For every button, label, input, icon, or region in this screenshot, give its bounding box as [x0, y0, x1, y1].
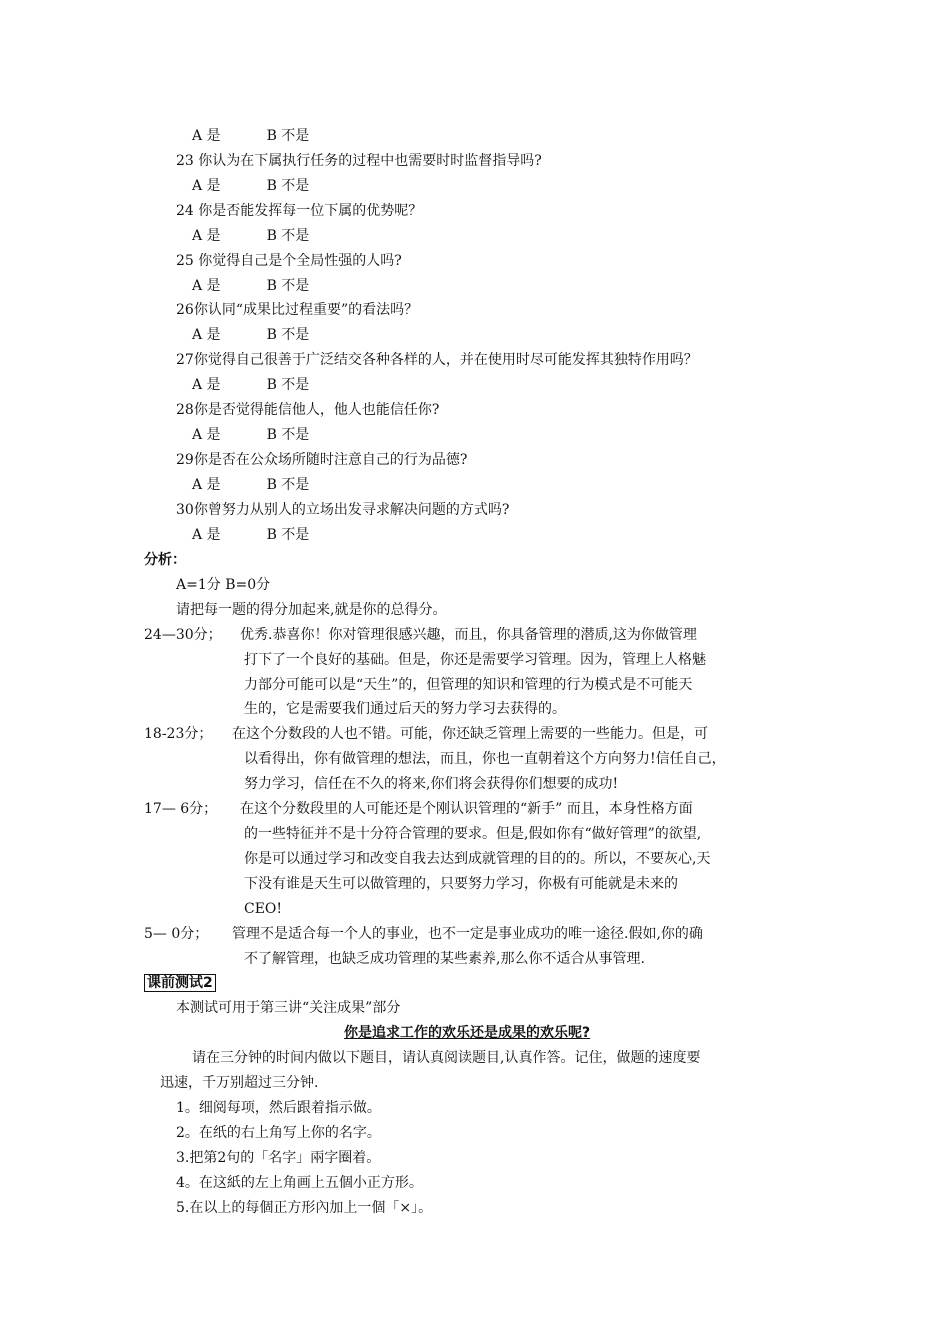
- answer-options-24: [192, 226, 309, 246]
- instruction-item: 5.在以上的每個正方形內加上一個「×」。: [176, 1200, 433, 1216]
- test2-title: [344, 1023, 590, 1043]
- option-b: B 不是: [266, 128, 310, 144]
- score-range-text: 生的，它是需要我们通过后天的努力学习去获得的。: [244, 701, 566, 717]
- analysis-heading: 分析：: [144, 552, 186, 568]
- option-a: A 是: [192, 178, 221, 194]
- option-b: B 不是: [266, 178, 310, 194]
- score-range-text: 在这个分数段的人也不错。可能，你还缺乏管理上需要的一些能力。但是，可: [232, 726, 708, 742]
- test2-intro: 请在三分钟的时间内做以下题目，请认真阅读题目,认真作答。记住，做题的速度要: [192, 1050, 701, 1066]
- score-range-text: 不了解管理，也缺乏成功管理的某些素养,那么你不适合从事管理.: [244, 951, 645, 967]
- score-range-text: 力部分可能可以是“天生”的，但管理的知识和管理的行为模式是不可能天: [244, 677, 693, 693]
- instruction-item: 4。在这紙的左上角画上五個小正方形。: [176, 1175, 423, 1191]
- option-b: B 不是: [266, 427, 310, 443]
- test2-title-text: 你是追求工作的欢乐还是成果的欢乐呢?: [344, 1025, 591, 1041]
- option-a: A 是: [192, 327, 221, 343]
- option-b: B 不是: [266, 228, 310, 244]
- option-a: A 是: [192, 278, 221, 294]
- score-range-text: 优秀.恭喜你！你对管理很感兴趣，而且，你具备管理的潜质,这为你做管理: [240, 627, 697, 643]
- question-23: 23 你认为在下属执行任务的过程中也需要时时监督指导吗?: [176, 153, 542, 169]
- test2-note: 本测试可用于第三讲“关注成果”部分: [176, 1000, 401, 1016]
- score-range-label: 5— 0分；: [144, 926, 209, 942]
- answer-options-28: [192, 425, 309, 445]
- question-30: 30你曾努力从别人的立场出发寻求解决问题的方式吗?: [176, 502, 510, 518]
- instruction-item: 1。细阅每项，然后跟着指示做。: [176, 1100, 381, 1116]
- instruction-item: 2。在纸的右上角写上你的名字。: [176, 1125, 381, 1141]
- answer-options-26: [192, 325, 309, 345]
- score-range-text: 的一些特征并不是十分符合管理的要求。但是,假如你有“做好管理”的欲望,: [244, 826, 702, 842]
- score-range-text: 你是可以通过学习和改变自我去达到成就管理的目的的。所以，不要灰心,天: [244, 851, 711, 867]
- score-range-label: 24—30分；: [144, 627, 222, 643]
- option-a: A 是: [192, 527, 221, 543]
- answer-options-23: [192, 176, 309, 196]
- scoring-rule: A=1分 B=0分: [176, 577, 271, 593]
- answer-options-27: [192, 375, 309, 395]
- answer-options-29: [192, 475, 309, 495]
- option-b: B 不是: [266, 527, 310, 543]
- option-a: A 是: [192, 128, 221, 144]
- score-range-text: CEO!: [244, 901, 283, 917]
- question-24: 24 你是否能发挥每一位下属的优势呢？: [176, 203, 423, 219]
- score-range-text: 努力学习，信任在不久的将来,你们将会获得你们想要的成功!: [244, 776, 619, 792]
- score-range-text: 打下了一个良好的基础。但是，你还是需要学习管理。因为，管理上人格魅: [244, 652, 706, 668]
- option-b: B 不是: [266, 477, 310, 493]
- score-range-label: 17— 6分；: [144, 801, 218, 817]
- scoring-instruction: 请把每一题的得分加起来,就是你的总得分。: [176, 602, 447, 618]
- question-25: 25 你觉得自己是个全局性强的人吗?: [176, 253, 402, 269]
- score-range-text: 下没有谁是天生可以做管理的，只要努力学习，你极有可能就是未来的: [244, 876, 678, 892]
- option-b: B 不是: [266, 377, 310, 393]
- question-29: 29你是否在公众场所随时注意自己的行为品德?: [176, 452, 468, 468]
- instruction-item: 3.把第2句的「名字」兩字圈着。: [176, 1150, 381, 1166]
- question-28: 28你是否觉得能信他人，他人也能信任你?: [176, 402, 440, 418]
- score-range-text: 以看得出，你有做管理的想法，而且，你也一直朝着这个方向努力!信任自己，: [244, 751, 726, 767]
- answer-options-25: [192, 276, 309, 296]
- question-27: 27你觉得自己很善于广泛结交各种各样的人，并在使用时尽可能发挥其独特作用吗？: [176, 352, 698, 368]
- question-26: 26你认同“成果比过程重要”的看法吗？: [176, 302, 419, 318]
- option-a: A 是: [192, 377, 221, 393]
- option-a: A 是: [192, 228, 221, 244]
- section-heading: [144, 973, 216, 993]
- test2-intro-continued: 迅速，千万别超过三分钟.: [160, 1075, 319, 1091]
- option-a: A 是: [192, 477, 221, 493]
- option-b: B 不是: [266, 278, 310, 294]
- option-b: B 不是: [266, 327, 310, 343]
- test2-heading: 课前测试2: [144, 974, 216, 992]
- score-range-text: 管理不是适合每一个人的事业，也不一定是事业成功的唯一途径.假如,你的确: [232, 926, 703, 942]
- answer-options-22: [192, 126, 309, 146]
- option-a: A 是: [192, 427, 221, 443]
- score-range-label: 18-23分；: [144, 726, 213, 742]
- score-range-text: 在这个分数段里的人可能还是个刚认识管理的“新手” 而且，本身性格方面: [240, 801, 693, 817]
- answer-options-30: [192, 525, 309, 545]
